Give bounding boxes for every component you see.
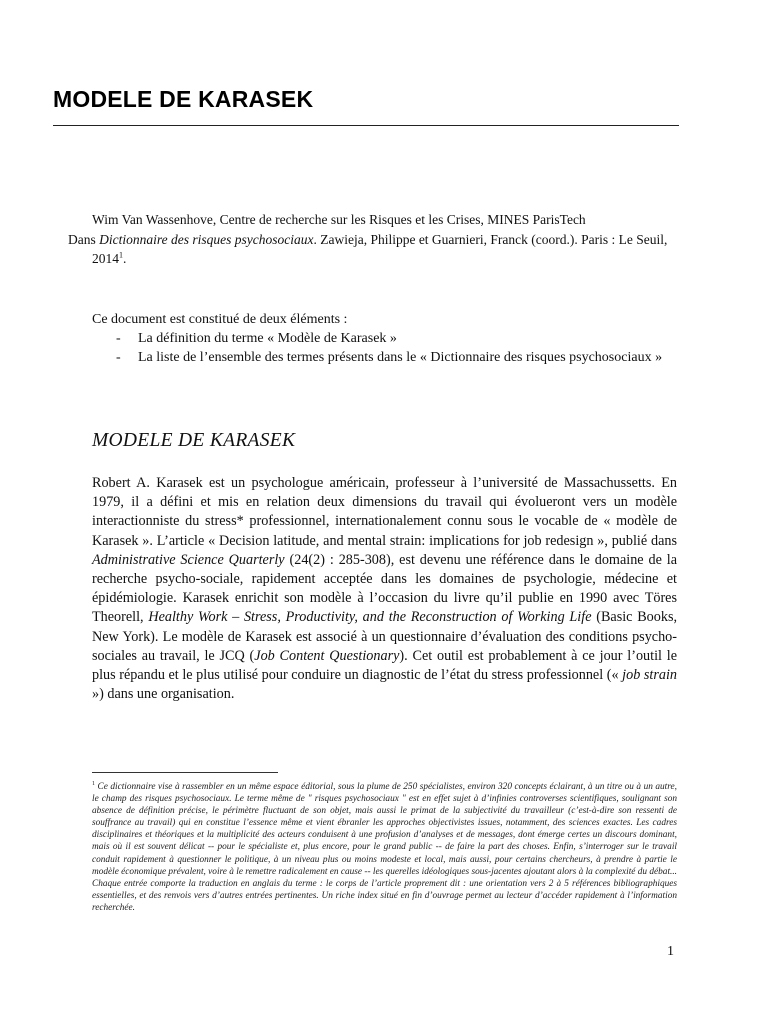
intro-text: Ce document est constitué de deux éléments : bbox=[92, 312, 348, 327]
body-text-5: ») dans une organisation. bbox=[92, 686, 235, 703]
body-text-2: (24(2) : 285-308), est devenu une référence dans le domaine de la recherche psycho-sociale, rapidement acceptée dans les domaines de psychologie, médecine et épidémiologie. Karasek enrichit son modèle à l’occasion du livre qu’il publie en 1990 avec Töres Theorell, bbox=[92, 551, 677, 626]
list-item: - La définition du terme « Modèle de Karasek » bbox=[92, 329, 677, 348]
footnote-reference[interactable]: 1 bbox=[119, 250, 123, 260]
list-item: - La liste de l’ensemble des termes présents dans le « Dictionnaire des risques psychosociaux » bbox=[92, 348, 677, 367]
title-underline bbox=[53, 125, 679, 126]
job-strain-term: job strain bbox=[622, 667, 677, 684]
journal-title: Administrative Science Quarterly bbox=[92, 551, 285, 568]
citation-prefix: Dans bbox=[68, 232, 100, 247]
intro-list bbox=[92, 329, 677, 367]
book-title: Healthy Work – Stress, Productivity, and the Reconstruction of Working Life bbox=[148, 609, 592, 626]
citation-book-title: Dictionnaire des risques psychosociaux bbox=[99, 232, 314, 247]
citation-end: . bbox=[123, 251, 127, 266]
page-number: 1 bbox=[667, 944, 674, 959]
footnote-text: Ce dictionnaire vise à rassembler en un même espace éditorial, sous la plume de 250 spécialistes, environ 320 concepts éclairant, à un titre ou à un autre, le champ des risques psychosociaux. Le terme même de " risques psychosociaux " est en effet sujet à d’infinies controverses scientifiques, soulignant son absence de définition précise, le périmètre fluctuant de son objet, mais aussi le primat de la subjectivité du travailleur (c’est-à-dire son ressenti de souffrance au travail) qui en constitue l’essence même et vient ébranler les approches objectivistes issues, notamment, des sciences exactes. Les cadres disciplinaires et théoriques et la multiplicité des acteurs conduisent à une profusion d’analyses et de messages, dont émerge certes un discours dominant, mais où il est souvent délicat -- pour le spécialiste et, plus encore, pour le grand public -- de faire la part des choses. Enfin, s’interroger sur le travail conduit rapidement à questionner le politique, à un niveau plus ou moins modeste et local, mais aussi, pour certains chercheurs, à prendre à partie le modèle économique prévalent, voire à le remettre radicalement en cause -- les querelles idéologiques sous-jacentes ajoutant alors à la complexité du débat... Chaque entrée comporte la traduction en anglais du terme : le corps de l’article proprement dit : une orientation vers 2 à 5 références bibliographiques essentielles, et des renvois vers d’autres entrées pertinentes. Un riche index situé en fin d’ouvrage permet au lecteur d’accéder rapidement à l’information recherchée. bbox=[92, 782, 677, 913]
footnote-number: 1 bbox=[92, 780, 95, 787]
jcq-title: Job Content Questionary bbox=[254, 647, 400, 664]
citation-details: . Zawieja, Philippe et Guarnieri, Franck (coord.). Paris : Le Seuil, bbox=[313, 232, 668, 247]
body-text-3: (Basic Books, New York). Le modèle de Karasek est associé à un questionnaire d’évaluation des conditions psycho-sociales au travail, le JCQ ( bbox=[92, 609, 678, 664]
section-heading: MODELE DE KARASEK bbox=[92, 430, 296, 451]
page-title: MODELE DE KARASEK bbox=[53, 86, 314, 112]
footnote-separator bbox=[92, 772, 278, 773]
body-text-4: ). Cet outil est probablement à ce jour l’outil le plus répandu et le plus utilisé pour conduire un diagnostic de l’état du stress professionnel (« bbox=[92, 647, 677, 684]
body-paragraph bbox=[92, 474, 677, 704]
citation bbox=[68, 230, 678, 268]
body-text-1: Robert A. Karasek est un psychologue américain, professeur à l’université de Massachussetts. En 1979, il a défini et mis en relation deux dimensions du travail qui évolueront vers un modèle interactionniste du stress* professionnel, internationalement connu sous le vocable de « modèle de Karasek ». L’article « Decision latitude, and mental strain: implications for job redesign », publié dans bbox=[92, 475, 677, 549]
intro-block bbox=[92, 310, 677, 367]
footnote bbox=[92, 781, 677, 914]
author-line: Wim Van Wassenhove, Centre de recherche sur les Risques et les Crises, MINES ParisTech bbox=[92, 212, 586, 227]
citation-year: 2014 bbox=[92, 251, 119, 266]
citation-year-line bbox=[68, 249, 678, 268]
